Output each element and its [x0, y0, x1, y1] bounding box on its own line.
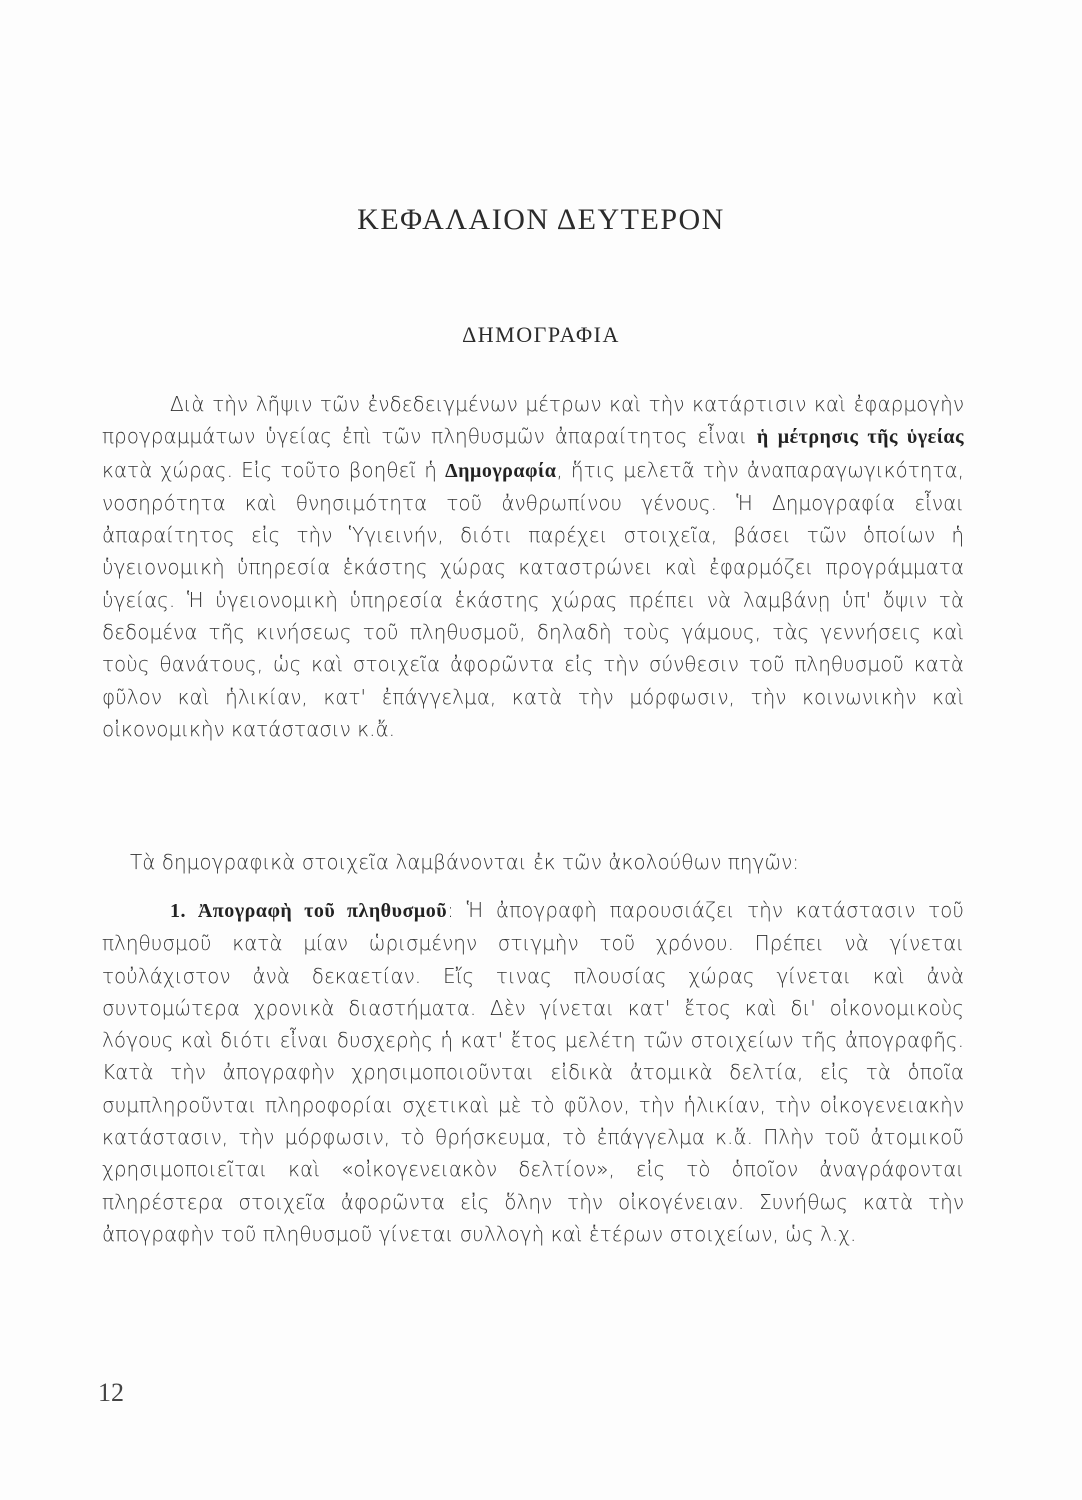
- paragraph-sources: [102, 846, 964, 878]
- intro-text-e: , ἥτις μελετᾶ τὴν ἀναπαραγωγικότητα, νοσηρότητα καὶ θνησιμότητα τοῦ ἀνθρωπίνου γένους. Ἡ Δημογραφία εἶναι ἀπαραίτητος εἰς τὴν Ὑγιεινήν, διότι παρέχει στοιχεῖα, βάσει τῶν ὁποίων ἡ ὑγειονομικὴ ὑπηρεσία ἑκάστης χώρας καταστρώνει καὶ ἐφαρμόζει προγράμματα ὑγείας. Ἡ ὑγειονομικὴ ὑπηρεσία ἑκάστης χώρας πρέπει νὰ λαμβάνῃ ὑπ' ὄψιν τὰ δεδομένα τῆς κινήσεως τοῦ πληθυσμοῦ, δηλαδὴ τοὺς γάμους, τὰς γεννήσεις καὶ τοὺς θανάτους, ὡς καὶ στοιχεῖα ἀφορῶντα εἰς τὴν σύνθεσιν τοῦ πληθυσμοῦ κατὰ φῦλον καὶ ἡλικίαν, κατ' ἐπάγγελμα, κατὰ τὴν μόρφωσιν, τὴν κοινωνικὴν καὶ οἰκονομικὴν κατάστασιν κ.ἄ.: [102, 457, 965, 741]
- census-item-number: 1.: [170, 900, 198, 922]
- paragraph-intro-text: [102, 388, 964, 745]
- census-term: Ἀπογραφὴ τοῦ πληθυσμοῦ: [197, 900, 448, 922]
- chapter-heading: ΚΕΦΑΛΑΙΟΝ ΔΕΥΤΕΡΟΝ: [357, 203, 725, 236]
- census-description: : Ἡ ἀπογραφὴ παρουσιάζει τὴν κατάστασιν τοῦ πληθυσμοῦ κατὰ μίαν ὡρισμένην στιγμὴν τοῦ χρόνου. Πρέπει νὰ γίνεται τοὐλάχιστον ἀνὰ δεκαετίαν. Εἴς τινας πλουσίας χώρας γίνεται καὶ ἀνὰ συντομώτερα χρονικὰ διαστήματα. Δὲν γίνεται κατ' ἔτος καὶ δι' οἰκονομικοὺς λόγους καὶ διότι εἶναι δυσχερὴς ἡ κατ' ἔτος μελέτη τῶν στοιχείων τῆς ἀπογραφῆς. Κατὰ τὴν ἀπογραφὴν χρησιμοποιοῦνται εἰδικὰ ἀτομικὰ δελτία, εἰς τὰ ὁποῖα συμπληροῦνται πληροφορίαι σχετικαὶ μὲ τὸ φῦλον, τὴν ἡλικίαν, τὴν οἰκογενειακὴν κατάστασιν, τὴν μόρφωσιν, τὸ θρήσκευμα, τὸ ἐπάγγελμα κ.ἄ. Πλὴν τοῦ ἀτομικοῦ χρησιμοποιεῖται καὶ «οἰκογενειακὸν δελτίον», εἰς τὸ ὁποῖον ἀναγράφονται πληρέστερα στοιχεῖα ἀφορῶντα εἰς ὅλην τὴν οἰκογένειαν. Συνήθως κατὰ τὴν ἀπογραφὴν τοῦ πληθυσμοῦ γίνεται συλλογὴ καὶ ἑτέρων στοιχείων, ὡς λ.χ.: [102, 898, 964, 1246]
- section-title: ΔΗΜΟΓΡΑΦΙΑ: [462, 322, 620, 347]
- emphasis-demography: Δημογραφία: [445, 459, 557, 482]
- paragraph-census: [102, 894, 964, 1250]
- intro-text-c: κατὰ χώρας. Εἰς τοῦτο βοηθεῖ ἡ: [102, 457, 446, 482]
- emphasis-health-measurement: ἡ μέτρησις τῆς ὑγείας: [756, 426, 965, 449]
- paragraph-intro: [102, 388, 964, 745]
- sources-text: Τὰ δημογραφικὰ στοιχεῖα λαμβάνονται ἐκ τῶν ἀκολούθων πηγῶν:: [130, 850, 799, 874]
- census-text: [102, 894, 964, 1250]
- page-number: 12: [98, 1378, 124, 1407]
- intro-text-a: Διὰ τὴν λῆψιν τῶν ἐνδεδειγμένων μέτρων καὶ τὴν κατάρτισιν καὶ ἐφαρμογὴν προγραμμάτων ὑγείας ἐπὶ τῶν πληθυσμῶν ἀπαραίτητος εἶναι: [102, 392, 964, 449]
